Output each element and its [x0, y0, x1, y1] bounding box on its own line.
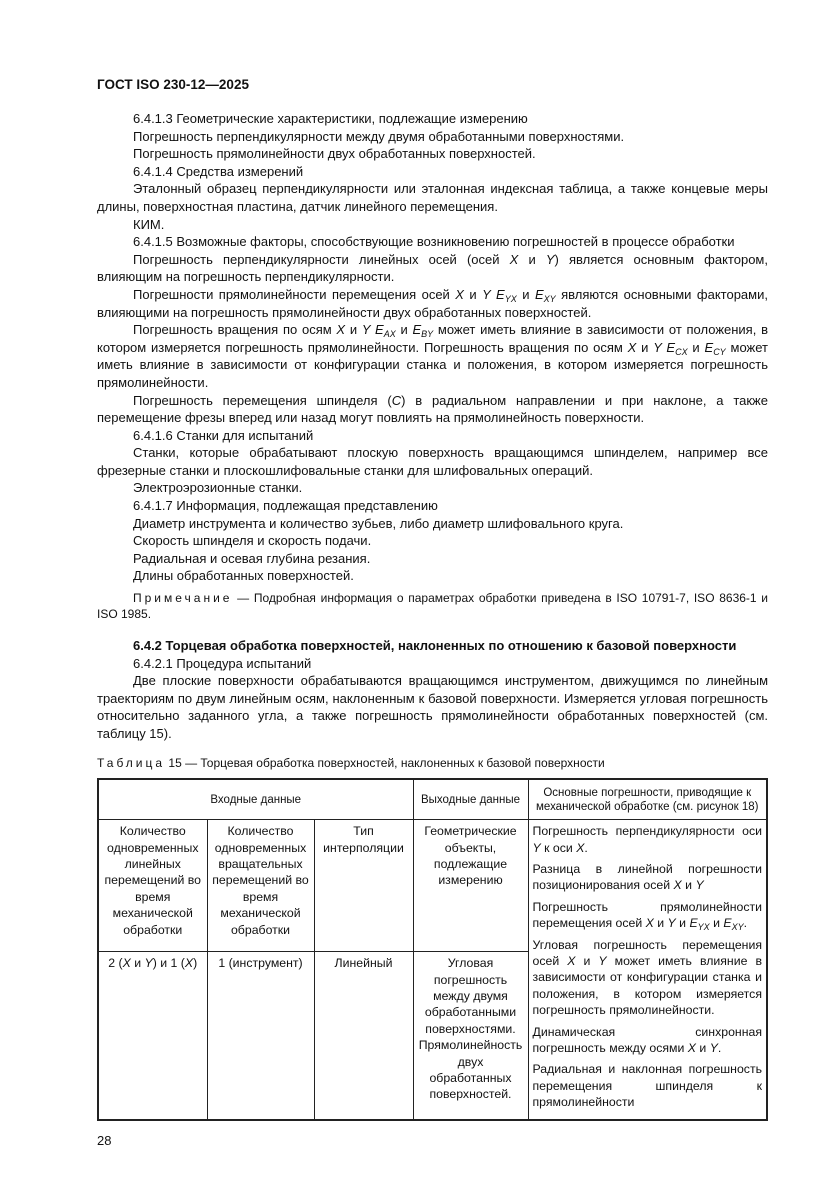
- text-run: X: [627, 339, 637, 355]
- subscript: XY: [731, 922, 744, 933]
- text-run: ) является основным фактором, влияющим на погрешность перпендикулярности.: [97, 251, 768, 285]
- text-run: 2 (: [108, 956, 123, 971]
- header-errors: Основные погрешности, приводящие к механической обработке (см. рисунок 18): [528, 779, 767, 820]
- text-run: Разница в линейной погрешности позиционирования осей: [532, 862, 762, 893]
- text-run: и: [681, 878, 696, 893]
- paragraph: [97, 392, 768, 427]
- text-run: Погрешность перпендикулярности линейных осей (осей: [133, 251, 510, 267]
- text-run: X: [645, 916, 654, 931]
- paragraph: [97, 163, 768, 181]
- subheader-linear: Количество одновременных линейных перемещений во время механической обработки: [98, 820, 207, 952]
- text-run: Y: [532, 840, 541, 855]
- text-run: X: [567, 954, 576, 969]
- text-run: может иметь влияние в зависимости от положения, в котором измеряется погрешность прямолинейности. Погрешность вращения по осям: [97, 322, 768, 355]
- subheader-objects: Геометрические объекты, подлежащие измерению: [413, 820, 528, 952]
- text-run: Y: [709, 1041, 718, 1056]
- text-run: X: [122, 956, 131, 971]
- text-run: Y: [144, 956, 153, 971]
- subscript: CX: [675, 346, 688, 357]
- text-run: и: [463, 286, 483, 302]
- subscript: AX: [383, 329, 396, 340]
- text-run: Длины обработанных поверхностей.: [133, 568, 354, 584]
- cell-interpolation: Линейный: [314, 952, 413, 1120]
- text-run: X: [687, 1041, 696, 1056]
- text-run: Y E: [361, 322, 384, 338]
- note-text: — Подробная информация о параметрах обработки приведена в ISO 10791-7, ISO 8636-1 и ISO 1985.: [97, 591, 768, 622]
- text-run: и: [653, 916, 668, 931]
- text-run: ) в радиальном направлении и при наклоне, а также перемещение фрезы вперед или назад могут повлиять на прямолинейность поверхности.: [97, 392, 768, 426]
- text-run: может иметь влияние в зависимости от конфигурации станка и положения, в котором измеряется погрешность прямолинейности.: [532, 954, 762, 1018]
- text-run: и: [695, 1041, 710, 1056]
- text-run: являются основными факторами, влияющими на погрешность прямолинейности двух обработанных поверхностей.: [97, 286, 768, 320]
- section-text: Две плоские поверхности обрабатываются вращающимся инструментом, движущимся по линейным траекториям по двум линейным осям, наклоненным к базовой поверхности. Измеряется угловая погрешность относительно заданного угла, а также погрешность прямолинейности обработанных поверхностей (см. таблицу 15).: [97, 673, 768, 741]
- text-run: и: [395, 322, 413, 338]
- section-subheading: 6.4.2.1 Процедура испытаний: [133, 655, 312, 671]
- text-run: Погрешности прямолинейности перемещения осей: [133, 286, 456, 302]
- text-run: Погрешность прямолинейности двух обработанных поверхностей.: [133, 146, 536, 162]
- paragraph: [97, 251, 768, 286]
- text-run: и: [518, 251, 546, 267]
- text-run: Динамическая синхронная погрешность между осями: [532, 1024, 762, 1056]
- text-run: C: [391, 392, 402, 408]
- paragraph: [97, 444, 768, 479]
- paragraph: [97, 427, 768, 445]
- subheader-interpolation: Тип интерполяции: [314, 820, 413, 952]
- subscript: YX: [504, 293, 517, 304]
- note: [97, 590, 768, 622]
- text-run: и: [675, 916, 690, 931]
- paragraph: [97, 321, 768, 391]
- page-number: 28: [97, 1132, 112, 1148]
- document-id: ГОСТ ISO 230-12—2025: [97, 77, 249, 92]
- paragraph: [97, 550, 768, 568]
- paragraph: [97, 479, 768, 497]
- text-run: E: [723, 916, 732, 931]
- text-run: X: [576, 840, 585, 855]
- subscript: YX: [697, 922, 710, 933]
- paragraph: [97, 180, 768, 215]
- header-input: Входные данные: [98, 779, 413, 820]
- cell-rotary: 1 (инструмент): [207, 952, 314, 1120]
- error-item: [533, 1024, 763, 1057]
- table-caption-text: 15 — Торцевая обработка поверхностей, наклоненных к базовой поверхности: [165, 755, 605, 770]
- text-run: Погрешность перпендикулярности между двумя обработанными поверхностями.: [133, 128, 625, 144]
- text-run: КИМ.: [133, 216, 165, 232]
- text-run: Электроэрозионные станки.: [133, 480, 303, 496]
- text-run: и: [130, 956, 145, 971]
- text-run: Станки, которые обрабатывают плоскую поверхность вращающимся шпинделем, например все фрезерные станки и плоскошлифовальные станки для шлифовальных операций.: [97, 445, 768, 478]
- paragraph: [97, 286, 768, 321]
- error-item: [533, 1061, 763, 1110]
- text-run: ): [193, 956, 198, 971]
- text-run: и: [516, 286, 535, 302]
- paragraph: [97, 532, 768, 550]
- paragraph: [97, 110, 768, 128]
- text-run: .: [743, 916, 748, 931]
- text-run: E: [689, 916, 698, 931]
- subheader-rotary: Количество одновременных вращательных перемещений во время механической обработки: [207, 820, 314, 952]
- text-run: Y: [545, 251, 555, 267]
- table-header-row: [98, 779, 767, 820]
- text-run: Диаметр инструмента и количество зубьев, либо диаметр шлифовального круга.: [133, 515, 624, 531]
- paragraph: [97, 497, 768, 515]
- text-run: E: [534, 286, 544, 302]
- text-run: X: [509, 251, 519, 267]
- paragraph: [97, 233, 768, 251]
- text-run: E: [412, 322, 422, 338]
- error-item: [533, 861, 763, 894]
- text-run: 6.4.1.7 Информация, подлежащая представлению: [133, 498, 438, 514]
- text-run: Погрешность прямолинейности перемещения осей: [532, 899, 762, 931]
- text-run: Скорость шпинделя и скорость подачи.: [133, 533, 372, 549]
- paragraph: [97, 515, 768, 533]
- text-run: .: [717, 1041, 722, 1056]
- text-run: Погрешность перпендикулярности оси: [532, 824, 762, 839]
- text-run: Радиальная и наклонная погрешность перемещения шпинделя к прямолинейности: [532, 1062, 762, 1110]
- cell-objects: Угловая погрешность между двумя обработанными поверхностями. Прямолинейность двух обработанных поверхностей.: [413, 952, 528, 1120]
- paragraphs: [97, 110, 768, 585]
- text-run: Y: [598, 954, 607, 969]
- text-run: 6.4.1.5 Возможные факторы, способствующие возникновению погрешностей в процессе обработки: [133, 234, 735, 250]
- text-run: ) и 1 (: [152, 956, 185, 971]
- text-run: X: [184, 956, 194, 971]
- text-run: и: [345, 322, 362, 338]
- text-run: Угловая погрешность перемещения осей: [532, 937, 762, 969]
- text-run: к оси: [540, 840, 577, 855]
- error-item: [533, 823, 763, 856]
- subscript: CY: [713, 346, 726, 357]
- text-run: E: [704, 339, 714, 355]
- text-run: Y E: [653, 339, 676, 355]
- text-run: X: [673, 878, 682, 893]
- subscript: BY: [421, 329, 434, 340]
- note-label: Примечание: [133, 591, 233, 606]
- text-run: Y: [695, 878, 704, 893]
- text-run: и: [575, 954, 599, 969]
- text-run: и: [709, 916, 724, 931]
- text-run: может иметь влияние в зависимости от конфигурации станка и положения, в котором измеряется погрешность прямолинейности.: [97, 339, 768, 390]
- error-item: [533, 937, 763, 1019]
- text-run: Радиальная и осевая глубина резания.: [133, 550, 371, 566]
- table-15: [97, 778, 768, 1121]
- section-heading: 6.4.2 Торцевая обработка поверхностей, наклоненных по отношению к базовой поверхности: [133, 638, 737, 654]
- text-run: Y: [667, 916, 676, 931]
- paragraph: [97, 145, 768, 163]
- text-run: и: [687, 339, 705, 355]
- text-run: 6.4.1.6 Станки для испытаний: [133, 427, 314, 443]
- paragraph: [97, 216, 768, 234]
- document-body: [97, 110, 768, 772]
- subscript: XY: [543, 293, 556, 304]
- text-run: X: [336, 322, 346, 338]
- text-run: .: [584, 840, 588, 855]
- text-run: 6.4.1.3 Геометрические характеристики, подлежащие измерению: [133, 111, 528, 126]
- text-run: и: [636, 339, 654, 355]
- text-run: X: [455, 286, 464, 302]
- errors-cell: [528, 820, 767, 1120]
- table-caption-label: Таблица: [97, 755, 166, 770]
- paragraph: [97, 128, 768, 146]
- error-item: [533, 899, 763, 932]
- table-caption: [97, 755, 768, 773]
- text-run: Погрешность перемещения шпинделя (: [133, 392, 392, 408]
- text-run: Y E: [482, 286, 505, 302]
- text-run: Эталонный образец перпендикулярности или эталонная индексная таблица, а также концевые меры длины, поверхностная пластина, датчик линейного перемещения.: [97, 181, 768, 214]
- table-subheader-row: [98, 820, 767, 952]
- paragraph: [97, 567, 768, 585]
- cell-linear: [98, 952, 207, 1120]
- text-run: Погрешность вращения по осям: [133, 322, 337, 338]
- text-run: 6.4.1.4 Средства измерений: [133, 163, 304, 179]
- header-output: Выходные данные: [413, 779, 528, 820]
